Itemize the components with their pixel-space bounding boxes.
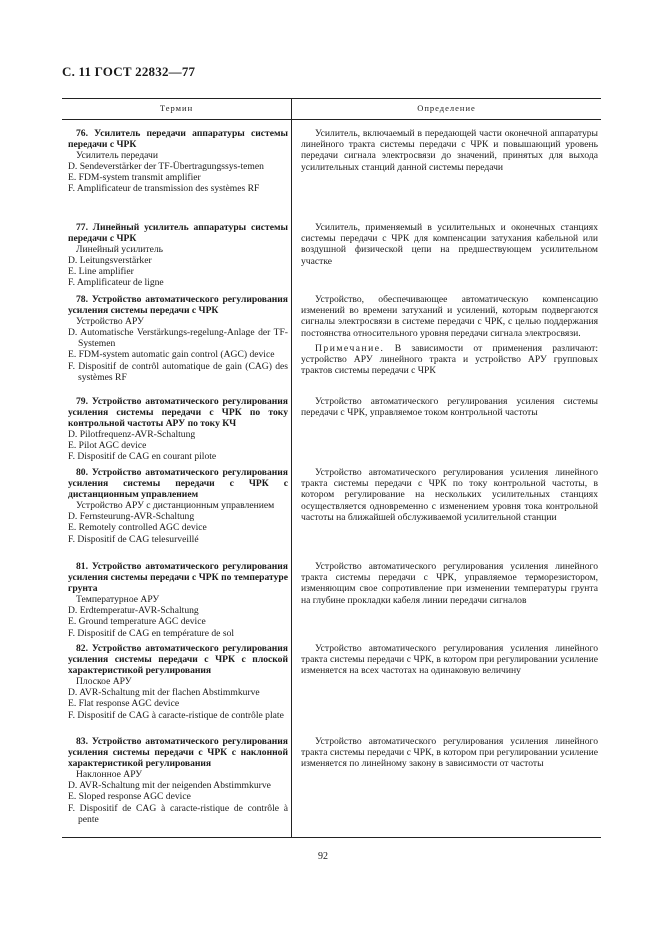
term-heading: 80. Устройство автоматического регулирования усиления системы передачи с ЧРК с дистанционным управлением	[68, 467, 288, 501]
page-number: 92	[318, 851, 328, 862]
term-entry-81	[68, 561, 288, 639]
definition-text: Устройство автоматического регулирования усиления линейного тракта системы передачи с ЧРК, в котором при регулировании усиление изменяется на всех частотах на одинаковую величину	[301, 643, 598, 677]
term-synonym: Устройство АРУ	[76, 316, 144, 328]
term-french: F. Dispositif de CAG à caracte-ristique de contrôle plate	[68, 709, 284, 721]
definition-76	[301, 128, 598, 173]
term-english: E. Flat response AGC device	[68, 698, 180, 710]
term-german: D. Sendeverstärker der TF-Übertragungssys-temen	[68, 161, 264, 173]
term-german: D. Fernsteurung-AVR-Schaltung	[68, 511, 195, 523]
term-synonym: Плоское АРУ	[76, 676, 132, 688]
term-entry-76	[68, 128, 288, 195]
definition-78	[301, 294, 598, 376]
term-french: F. Dispositif de CAG à caracte-ristique de contrôle à pente	[68, 802, 288, 825]
term-english: E. Pilot AGC device	[68, 440, 147, 452]
definition-note	[301, 343, 598, 377]
term-synonym: Температурное АРУ	[76, 594, 160, 606]
term-heading: 79. Устройство автоматического регулирования усиления системы передачи с ЧРК по току контрольной частоты АРУ по току КЧ	[68, 396, 288, 430]
term-heading: 77. Линейный усилитель аппаратуры системы передачи с ЧРК	[68, 222, 288, 245]
term-entry-79	[68, 396, 288, 463]
term-heading: 81. Устройство автоматического регулирования усиления системы передачи с ЧРК по температуре грунта	[68, 561, 288, 595]
term-heading: 76. Усилитель передачи аппаратуры системы передачи с ЧРК	[68, 128, 288, 151]
definition-82	[301, 643, 598, 677]
term-german: D. Automatische Verstärkungs-regelung-Anlage der TF-Systemen	[68, 327, 288, 350]
term-synonym: Наклонное АРУ	[76, 769, 143, 781]
definition-text: Усилитель, применяемый в усилительных и оконечных станциях системы передачи с ЧРК для компенсации затухания кабельной или воздушной физической цепи на предшествующем усилительном участке	[301, 222, 598, 267]
term-heading: 82. Устройство автоматического регулирования усиления системы передачи с ЧРК с плоской характеристикой регулирования	[68, 643, 288, 677]
definition-text: Устройство автоматического регулирования усиления линейного тракта системы передачи с ЧРК, управляемое терморезистором, изменяющим свое сопротивление при изменении температуры грунта на глубине прокладки кабеля линии передачи сигналов	[301, 561, 598, 606]
term-heading: 78. Устройство автоматического регулирования усиления системы передачи с ЧРК	[68, 294, 288, 317]
term-german: D. Pilotfrequenz-AVR-Schaltung	[68, 429, 196, 441]
table-top-rule	[62, 98, 601, 99]
definition-77	[301, 222, 598, 267]
term-entry-82	[68, 643, 288, 721]
definition-81	[301, 561, 598, 606]
column-header-definition: Определение	[417, 103, 476, 113]
term-german: D. AVR-Schaltung mit der neigenden Abstimmkurve	[68, 780, 271, 792]
term-french: F. Dispositif de CAG en température de sol	[68, 627, 235, 639]
term-entry-80	[68, 467, 288, 545]
term-heading: 83. Устройство автоматического регулирования усиления системы передачи с ЧРК с наклонной характеристикой регулирования	[68, 736, 288, 770]
terms-table	[62, 98, 601, 838]
definition-text: Устройство, обеспечивающее автоматическую компенсацию изменений во времени затуханий и усилений, которым подвергаются сигналы электросвязи в системе передачи с ЧРК, с целью поддержания постоянства относительного уровня передачи сигнала электросвязи.	[301, 294, 598, 339]
definition-79	[301, 396, 598, 418]
definition-83	[301, 736, 598, 770]
note-text: В зависимости от применения различают: устройство АРУ линейного тракта и устройство АРУ групповых трактов системы передачи с ЧРК	[301, 342, 598, 377]
term-entry-78	[68, 294, 288, 383]
term-french: F. Dispositif de CAG telesurveillé	[68, 533, 199, 545]
term-german: D. Leitungsverstärker	[68, 255, 152, 267]
term-entry-77	[68, 222, 288, 289]
definition-80	[301, 467, 598, 523]
note-label: Примечание.	[315, 342, 385, 354]
term-english: E. Remotely controlled AGC device	[68, 522, 207, 534]
definition-text: Устройство автоматического регулирования усиления системы передачи с ЧРК, управляемое током контрольной частоты	[301, 396, 598, 419]
term-english: E. Sloped response AGC device	[68, 791, 191, 803]
definition-text: Усилитель, включаемый в передающей части оконечной аппаратуры линейного тракта системы передачи с ЧРК и повышающий уровень передачи сигнала электросвязи до значений, принятых для выхода усилительных станций данной системы передачи	[301, 128, 598, 173]
term-entry-83	[68, 736, 288, 825]
term-french: F. Amplificateur de ligne	[68, 277, 164, 289]
term-synonym: Устройство АРУ с дистанционным управлением	[76, 500, 275, 512]
term-english: E. FDM-system automatic gain control (AGC) device	[68, 349, 275, 361]
table-header-rule	[62, 119, 601, 120]
term-french: F. Dispositif de CAG en courant pilote	[68, 451, 217, 463]
term-synonym: Линейный усилитель	[76, 244, 164, 256]
term-english: E. Ground temperature AGC device	[68, 616, 206, 628]
table-bottom-rule	[62, 837, 601, 838]
term-english: E. FDM-system transmit amplifier	[68, 172, 201, 184]
term-french: F. Amplificateur de transmission des systèmes RF	[68, 183, 260, 195]
definition-text: Устройство автоматического регулирования усиления линейного тракта системы передачи с ЧРК по току контрольной частоты, в котором регулирование на нескольких усилительных станциях осуществляется одновременно с изменением уровня тока контрольной частоты на ближайшей обслуживаемой усилительной станции	[301, 467, 598, 523]
term-english: E. Line amplifier	[68, 266, 134, 278]
page-header: С. 11 ГОСТ 22832—77	[62, 64, 196, 79]
term-french: F. Dispositif de contrôl automatique de gain (CAG) des systèmes RF	[68, 360, 288, 383]
term-german: D. Erdtemperatur-AVR-Schaltung	[68, 605, 199, 617]
table-column-divider	[291, 98, 292, 838]
term-german: D. AVR-Schaltung mit der flachen Abstimmkurve	[68, 687, 260, 699]
term-synonym: Усилитель передачи	[76, 150, 159, 162]
column-header-term: Термин	[159, 103, 194, 113]
definition-text: Устройство автоматического регулирования усиления линейного тракта системы передачи с ЧРК, в котором при регулировании усиление изменяется по линейному закону в зависимости от частоты	[301, 736, 598, 770]
